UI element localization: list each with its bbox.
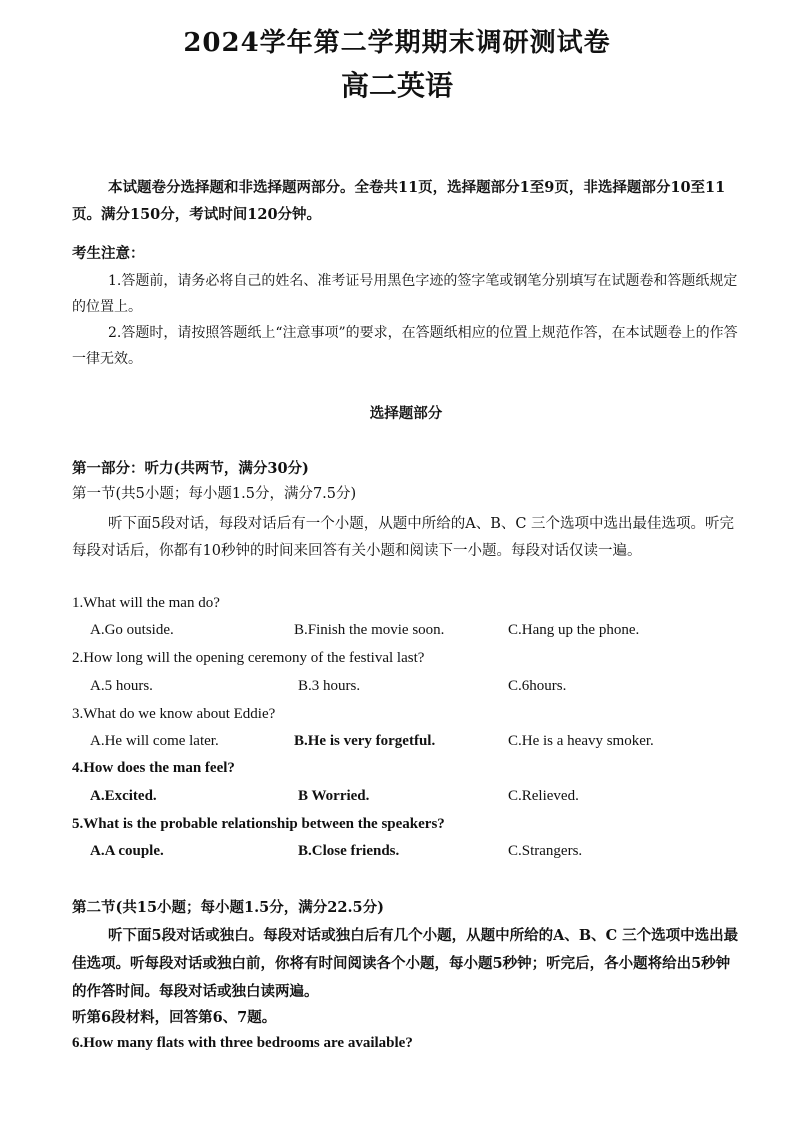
q1-option-c: C.Hang up the phone.	[508, 622, 640, 638]
q1-option-b: B.Finish the movie soon.	[294, 622, 445, 638]
q1-option-a: A.Go outside.	[90, 622, 174, 638]
sec2-instruction: 听下面5段对话或独白。每段对话或独白后有几个小题，从题中所给的A、B、C 三个选项中选出最佳选项。听每段对话或独白前，你将有时间阅读各个小题，每小题5秒钟；听完后，各小题将给出5秒钟的作答时间。每段对话或独白读两遍。	[72, 927, 739, 1000]
sec1-instruction: 听下面5段对话，每段对话后有一个小题，从题中所给的A、B、C 三个选项中选出最佳选项。听完每段对话后，你都有10秒钟的时间来回答有关小题和阅读下一小题。每段对话仅读一遍。	[72, 516, 735, 559]
sec2-material: 听第6段材料，回答第6、7题。	[72, 1009, 277, 1026]
notice-heading: 考生注意：	[72, 245, 145, 262]
q2-option-b: B.3 hours.	[298, 678, 361, 694]
q5-option-b: B.Close friends.	[298, 843, 400, 859]
question-2: 2.How long will the opening ceremony of the festival last?	[72, 650, 425, 666]
exam-subject: 高二英语	[340, 69, 453, 102]
sec2-heading: 第二节(共15小题；每小题1.5分，满分22.5分)	[72, 899, 384, 916]
section-title: 选择题部分	[369, 405, 443, 422]
q4-option-c: C.Relieved.	[508, 788, 579, 804]
q3-option-b: B.He is very forgetful.	[294, 733, 436, 749]
q4-option-b: B Worried.	[298, 788, 370, 804]
question-6: 6.How many flats with three bedrooms are available?	[72, 1035, 413, 1051]
part1-heading: 第一部分：听力(共两节，满分30分)	[72, 460, 309, 477]
question-3: 3.What do we know about Eddie?	[72, 706, 276, 722]
notice-item-2: 2.答题时，请按照答题纸上“注意事项”的要求，在答题纸相应的位置上规范作答，在本试题卷上的作答一律无效。	[72, 325, 738, 367]
question-4: 4.How does the man feel?	[72, 760, 235, 776]
q2-option-c: C.6hours.	[508, 678, 567, 694]
q4-option-a: A.Excited.	[90, 788, 157, 804]
question-1: 1.What will the man do?	[72, 595, 220, 611]
q2-option-a: A.5 hours.	[90, 678, 153, 694]
intro-paragraph: 本试题卷分选择题和非选择题两部分。全卷共11页，选择题部分1至9页，非选择题部分10至11页。满分150分，考试时间120分钟。	[72, 179, 726, 223]
q3-option-c: C.He is a heavy smoker.	[508, 733, 654, 749]
notice-item-1: 1.答题前，请务必将自己的姓名、准考证号用黑色字迹的签字笔或钢笔分别填写在试题卷和答题纸规定的位置上。	[72, 273, 738, 315]
question-5: 5.What is the probable relationship between the speakers?	[72, 816, 445, 832]
q3-option-a: A.He will come later.	[90, 733, 219, 749]
exam-title: 2024学年第二学期期末调研测试卷	[183, 28, 611, 58]
sec1-heading: 第一节(共5小题；每小题1.5分，满分7.5分)	[72, 486, 357, 502]
q5-option-a: A.A couple.	[90, 843, 164, 859]
q5-option-c: C.Strangers.	[508, 843, 583, 859]
